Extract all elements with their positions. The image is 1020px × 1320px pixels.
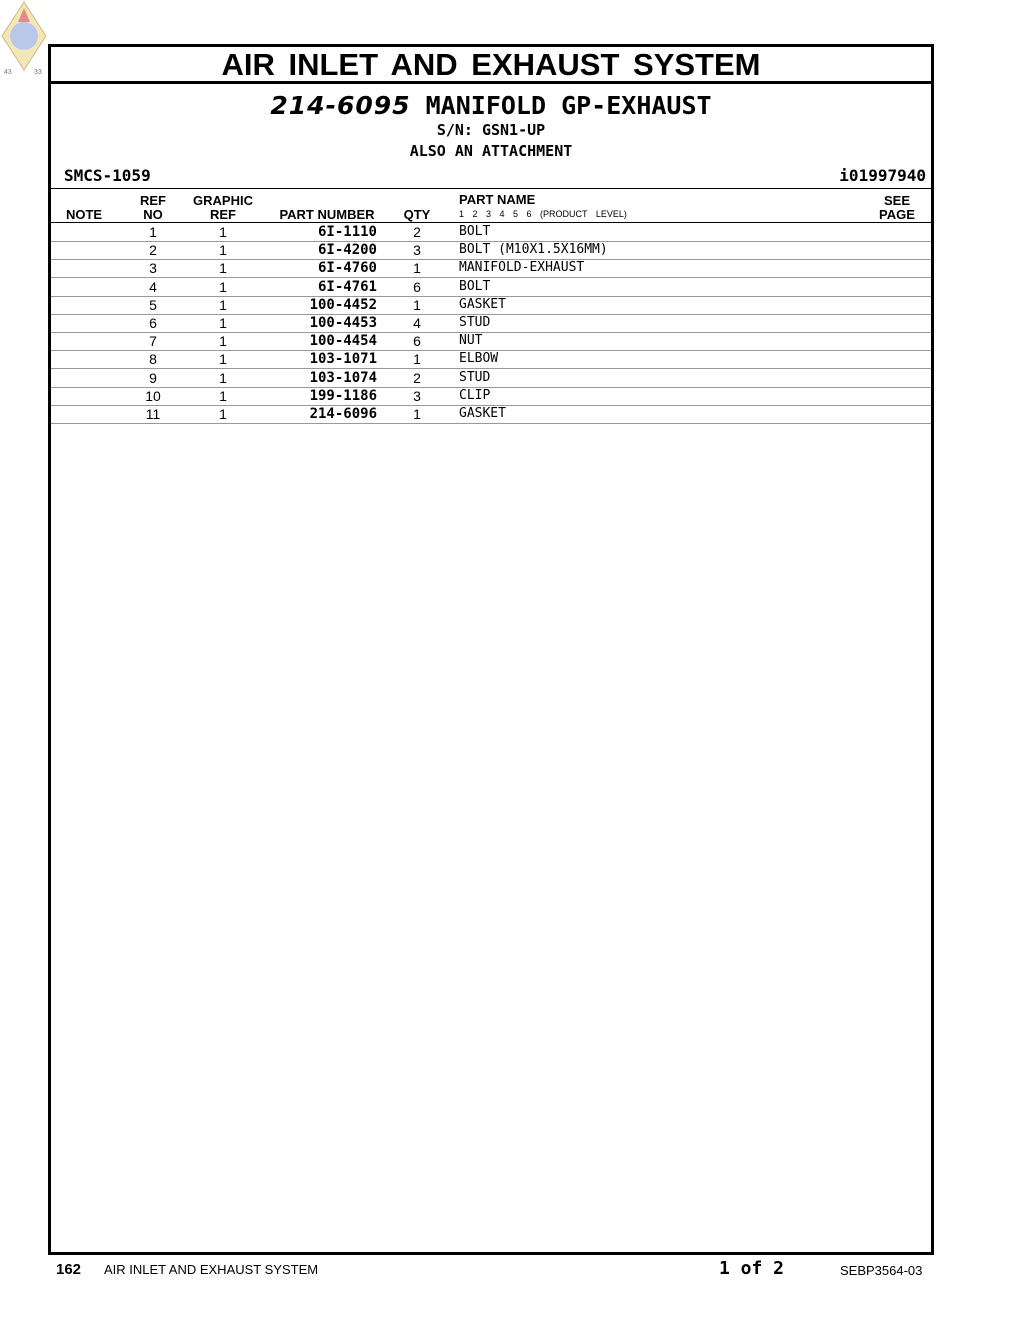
header-top-rule [51, 188, 931, 189]
table-row [51, 296, 931, 315]
ref-no-cell: 3 [149, 260, 157, 277]
part-number-cell: 100-4453 [309, 315, 377, 331]
logo-right-number: 33 [34, 69, 42, 76]
col-ref-bottom: NO [143, 207, 163, 222]
ref-no-cell: 8 [149, 351, 157, 368]
ref-no-cell: 5 [149, 296, 157, 313]
part-number-cell: 103-1074 [309, 369, 377, 386]
section-title: AIR INLET AND EXHAUST SYSTEM [51, 47, 931, 84]
part-name-cell: BOLT (M10X1.5X16MM) [459, 242, 608, 258]
publisher-logo [0, 0, 48, 78]
footer-page-count: 1 of 2 [719, 1258, 785, 1279]
ref-no-cell: 2 [149, 242, 157, 259]
part-name-cell: NUT [459, 333, 483, 349]
graphic-ref-cell: 1 [219, 242, 227, 259]
qty-cell: 3 [413, 387, 421, 404]
smcs-code: SMCS-1059 [64, 166, 151, 185]
ref-no-cell: 11 [145, 406, 161, 422]
attachment-note: ALSO AN ATTACHMENT [409, 142, 573, 160]
qty-cell: 6 [413, 278, 421, 295]
col-graphic-top: GRAPHIC [193, 193, 253, 208]
part-name-cell: GASKET [459, 296, 506, 312]
table-row [51, 241, 931, 260]
graphic-ref-cell: 1 [219, 406, 227, 422]
qty-cell: 2 [413, 224, 421, 240]
qty-cell: 1 [413, 296, 421, 313]
col-see-top: SEE [883, 193, 910, 208]
group-heading [51, 91, 931, 121]
part-number-cell: 100-4452 [309, 296, 377, 313]
graphic-ref-cell: 1 [219, 260, 227, 277]
ref-no-cell: 10 [145, 387, 161, 404]
table-row [51, 369, 931, 388]
ref-no-cell: 4 [149, 278, 157, 295]
illustration-id: i01997940 [839, 166, 926, 185]
part-name-cell: ELBOW [459, 351, 499, 367]
serial-number: S/N: GSN1-UP [436, 121, 546, 139]
group-number: 214-6095 [270, 91, 411, 120]
qty-cell: 1 [413, 260, 421, 277]
part-number-cell: 6I-1110 [317, 224, 377, 240]
logo-left-number: 43 [4, 69, 12, 76]
col-ref-top: REF [140, 193, 166, 208]
graphic-ref-cell: 1 [219, 224, 227, 240]
part-number-cell: 100-4454 [309, 333, 377, 350]
part-name-cell: STUD [459, 369, 491, 385]
ref-no-cell: 7 [149, 333, 157, 350]
part-name-cell: STUD [459, 315, 491, 330]
part-number-cell: 214-6096 [309, 406, 377, 422]
part-number-cell: 103-1071 [309, 351, 377, 368]
col-part-number: PART NUMBER [279, 207, 375, 222]
qty-cell: 4 [413, 315, 421, 331]
qty-cell: 3 [413, 242, 421, 259]
part-number-cell: 6I-4761 [317, 278, 377, 295]
part-name-cell: BOLT [459, 224, 491, 239]
ref-no-cell: 9 [149, 369, 157, 386]
footer-section-title: AIR INLET AND EXHAUST SYSTEM [104, 1262, 319, 1277]
table-row [51, 350, 931, 369]
graphic-ref-cell: 1 [219, 333, 227, 350]
part-name-cell: MANIFOLD-EXHAUST [459, 260, 585, 276]
qty-cell: 1 [413, 406, 421, 422]
col-qty: QTY [403, 207, 431, 222]
footer-document-id: SEBP3564-03 [840, 1263, 923, 1278]
table-row [51, 387, 931, 406]
graphic-ref-cell: 1 [219, 351, 227, 368]
part-name-cell: BOLT [459, 278, 491, 294]
qty-cell: 6 [413, 333, 421, 350]
graphic-ref-cell: 1 [219, 387, 227, 404]
graphic-ref-cell: 1 [219, 315, 227, 331]
part-name-cell: CLIP [459, 387, 491, 403]
table-row [51, 314, 931, 333]
part-number-cell: 6I-4760 [317, 260, 377, 277]
table-row [51, 405, 931, 424]
graphic-ref-cell: 1 [219, 278, 227, 295]
col-see-bottom: PAGE [879, 207, 915, 222]
col-note: NOTE [65, 207, 103, 222]
ref-no-cell: 1 [149, 224, 157, 240]
graphic-ref-cell: 1 [219, 369, 227, 386]
table-row [51, 332, 931, 351]
table-row [51, 278, 931, 297]
table-row [51, 259, 931, 278]
part-number-cell: 6I-4200 [317, 242, 377, 259]
col-part-name: PART NAME [459, 192, 536, 207]
ref-no-cell: 6 [149, 315, 157, 331]
part-number-cell: 199-1186 [309, 387, 377, 404]
graphic-ref-cell: 1 [219, 296, 227, 313]
qty-cell: 2 [413, 369, 421, 386]
group-name: MANIFOLD GP-EXHAUST [425, 91, 712, 120]
qty-cell: 1 [413, 351, 421, 368]
col-graphic-bottom: REF [210, 207, 236, 222]
parts-page-frame [48, 44, 934, 1255]
table-row [51, 223, 931, 242]
col-product-level: 1 2 3 4 5 6 (PRODUCT LEVEL) [459, 209, 627, 219]
part-name-cell: GASKET [459, 406, 506, 421]
footer-page-number: 162 [56, 1261, 82, 1278]
